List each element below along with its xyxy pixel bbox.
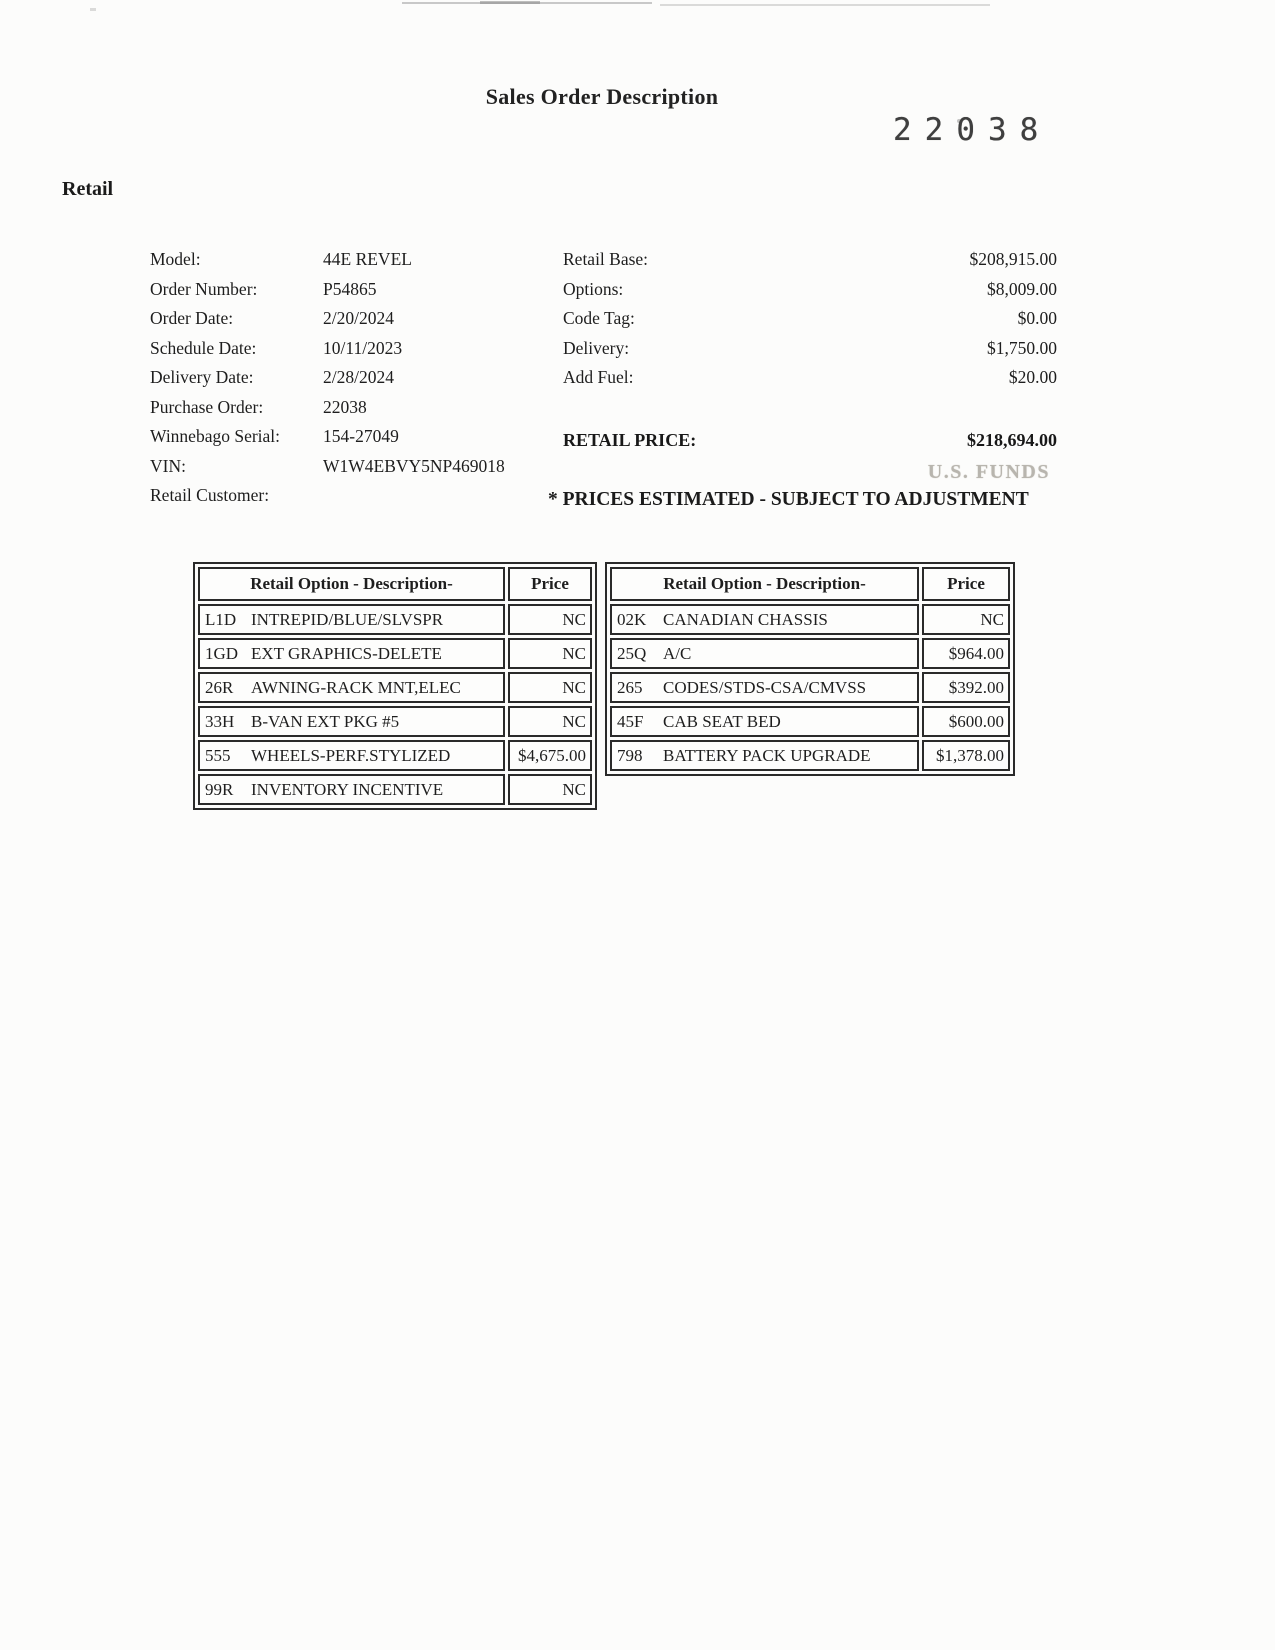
- field-value: 2/20/2024: [323, 308, 394, 328]
- order-info-row-vin: [150, 456, 570, 486]
- order-info-row-winnebago-serial: [150, 426, 570, 456]
- page-title: Sales Order Description: [485, 84, 719, 109]
- option-price: $964.00: [922, 638, 1010, 669]
- option-price: $4,675.00: [508, 740, 592, 771]
- pricing-row-code-tag: [563, 308, 1057, 338]
- retail-options-table-left: [193, 562, 597, 810]
- option-description: B-VAN EXT PKG #5: [251, 711, 400, 731]
- pricing-row-options: [563, 279, 1057, 309]
- field-value: $1,750.00: [987, 337, 1057, 358]
- table-row: [198, 706, 592, 737]
- field-label: Code Tag:: [563, 308, 635, 328]
- field-value: 44E REVEL: [323, 249, 412, 269]
- table-row: [198, 604, 592, 635]
- order-number-stamp: 22038: [893, 112, 1052, 148]
- field-value: 2/28/2024: [323, 367, 394, 387]
- option-description: WHEELS-PERF.STYLIZED: [251, 745, 451, 765]
- table-header-row: [610, 567, 1010, 601]
- retail-price-label: RETAIL PRICE:: [563, 430, 697, 450]
- option-price: $600.00: [922, 706, 1010, 737]
- retail-price-total-row: [563, 430, 1057, 451]
- table-row: [610, 672, 1010, 703]
- option-description: BATTERY PACK UPGRADE: [663, 745, 871, 765]
- table-row: [610, 638, 1010, 669]
- option-code: 1GD: [205, 643, 239, 663]
- table-row: [198, 774, 592, 805]
- field-value: P54865: [323, 278, 377, 299]
- field-label: Options:: [563, 278, 624, 299]
- field-label: Order Number:: [150, 278, 258, 299]
- table-row: [198, 740, 592, 771]
- pricing-row-add-fuel: [563, 367, 1057, 397]
- order-info-row-schedule-date: [150, 338, 570, 368]
- order-info-block: [150, 249, 570, 515]
- option-price: NC: [508, 706, 592, 737]
- field-value: $0.00: [1017, 308, 1057, 328]
- field-label: Order Date:: [150, 308, 234, 328]
- option-price: NC: [508, 672, 592, 703]
- option-description: INVENTORY INCENTIVE: [251, 779, 444, 799]
- table-row: [610, 604, 1010, 635]
- prices-estimated-disclaimer: * PRICES ESTIMATED - SUBJECT TO ADJUSTMENT: [548, 489, 1029, 510]
- field-label: Model:: [150, 249, 201, 269]
- option-code: 02K: [617, 609, 647, 629]
- description-column-header: Retail Option - Description-: [198, 567, 505, 601]
- table-row: [198, 638, 592, 669]
- table-row: [198, 672, 592, 703]
- field-label: Purchase Order:: [150, 396, 264, 417]
- option-description: AWNING-RACK MNT,ELEC: [251, 677, 461, 697]
- retail-price-value: $218,694.00: [967, 430, 1057, 450]
- field-label: Delivery:: [563, 337, 630, 358]
- order-info-row-delivery-date: [150, 367, 570, 397]
- field-label: Winnebago Serial:: [150, 426, 281, 446]
- option-price: NC: [508, 604, 592, 635]
- us-funds-stamp: U.S. FUNDS: [927, 461, 1050, 483]
- field-value: W1W4EBVY5NP469018: [323, 455, 505, 476]
- option-code: 25Q: [617, 643, 647, 663]
- field-label: Schedule Date:: [150, 337, 257, 358]
- order-info-row-model: [150, 249, 570, 279]
- field-label: VIN:: [150, 455, 186, 476]
- price-column-header: Price: [508, 567, 592, 601]
- option-code: 26R: [205, 677, 234, 697]
- field-label: Retail Base:: [563, 249, 649, 269]
- option-description: EXT GRAPHICS-DELETE: [251, 643, 442, 663]
- field-label: Delivery Date:: [150, 367, 254, 387]
- field-value: $8,009.00: [987, 278, 1057, 299]
- retail-section-label: Retail: [62, 178, 114, 200]
- retail-options-table-right: [605, 562, 1015, 776]
- option-code: 45F: [617, 711, 644, 731]
- field-value: 154-27049: [323, 426, 399, 446]
- table-row: [610, 740, 1010, 771]
- option-price: $392.00: [922, 672, 1010, 703]
- scan-artifact: [660, 4, 990, 6]
- field-value: 22038: [323, 396, 367, 417]
- pricing-row-retail-base: [563, 249, 1057, 279]
- option-price: NC: [922, 604, 1010, 635]
- option-description: CANADIAN CHASSIS: [663, 609, 828, 629]
- option-description: A/C: [663, 643, 692, 663]
- scan-artifact: [90, 8, 96, 11]
- table-header-row: [198, 567, 592, 601]
- option-code: 798: [617, 745, 643, 765]
- scan-artifact: [480, 1, 540, 4]
- option-code: 555: [205, 745, 231, 765]
- pricing-summary-block: [563, 249, 1057, 397]
- order-info-row-order-number: [150, 279, 570, 309]
- field-label: Retail Customer:: [150, 485, 270, 505]
- option-description: CODES/STDS-CSA/CMVSS: [663, 677, 867, 697]
- option-price: NC: [508, 638, 592, 669]
- field-label: Add Fuel:: [563, 367, 634, 387]
- order-info-row-purchase-order: [150, 397, 570, 427]
- pricing-row-delivery: [563, 338, 1057, 368]
- option-code: 265: [617, 677, 643, 697]
- option-description: CAB SEAT BED: [663, 711, 781, 731]
- option-code: L1D: [205, 609, 237, 629]
- order-info-row-order-date: [150, 308, 570, 338]
- field-value: 10/11/2023: [323, 337, 403, 358]
- price-column-header: Price: [922, 567, 1010, 601]
- option-description: INTREPID/BLUE/SLVSPR: [251, 609, 444, 629]
- field-value: $208,915.00: [969, 249, 1057, 269]
- option-code: 99R: [205, 779, 234, 799]
- option-price: $1,378.00: [922, 740, 1010, 771]
- table-row: [610, 706, 1010, 737]
- field-value: $20.00: [1008, 367, 1057, 387]
- option-price: NC: [508, 774, 592, 805]
- option-code: 33H: [205, 711, 235, 731]
- order-info-row-retail-customer: [150, 485, 570, 515]
- description-column-header: Retail Option - Description-: [610, 567, 919, 601]
